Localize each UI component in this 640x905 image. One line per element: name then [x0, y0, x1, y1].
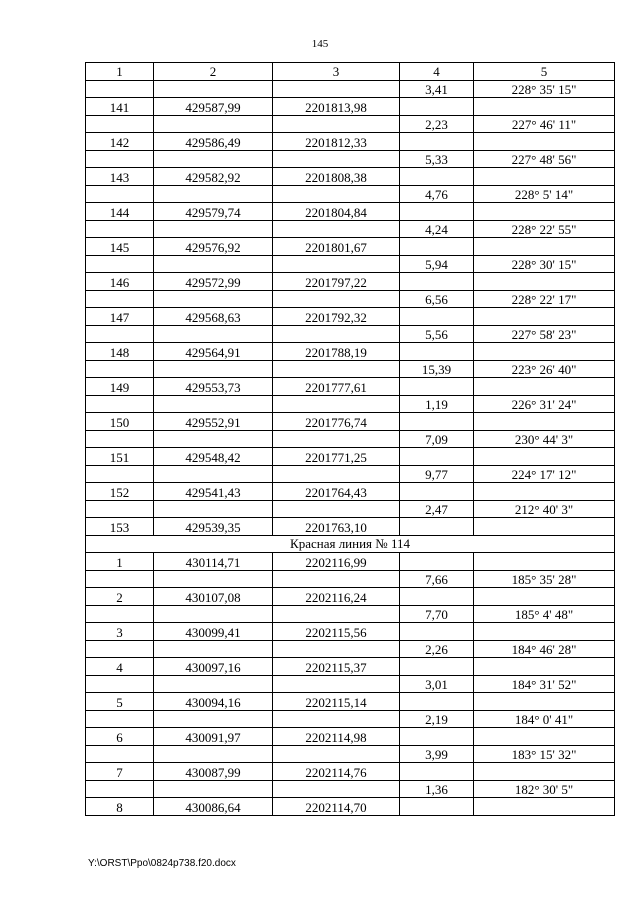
table-cell [474, 518, 615, 536]
table-cell: 2201777,61 [273, 378, 400, 396]
table-cell [86, 255, 154, 273]
table-row [86, 605, 615, 623]
table-cell: 429586,49 [154, 133, 273, 151]
table-row [86, 623, 615, 641]
table-cell: 146 [86, 273, 154, 291]
table-cell: 2201808,38 [273, 168, 400, 186]
table-cell: 184° 31' 52" [474, 675, 615, 693]
table-cell: 230° 44' 3" [474, 430, 615, 448]
table-cell [400, 728, 474, 746]
table-cell: 144 [86, 203, 154, 221]
table-cell: 5,56 [400, 325, 474, 343]
table-cell: 228° 22' 17" [474, 290, 615, 308]
table-cell: 212° 40' 3" [474, 500, 615, 518]
table-cell [400, 623, 474, 641]
table-row [86, 168, 615, 186]
table-row [86, 675, 615, 693]
table-cell [474, 658, 615, 676]
table-row [86, 693, 615, 711]
column-header: 1 [86, 63, 154, 81]
table-cell: 2202116,24 [273, 588, 400, 606]
table-cell [474, 448, 615, 466]
table-cell [400, 273, 474, 291]
table-row [86, 483, 615, 501]
table-cell [273, 360, 400, 378]
table-row [86, 553, 615, 571]
table-cell [474, 623, 615, 641]
table-cell: 429541,43 [154, 483, 273, 501]
table-cell [400, 518, 474, 536]
table-cell [154, 150, 273, 168]
table-cell [273, 395, 400, 413]
table-cell [273, 605, 400, 623]
table-cell [86, 185, 154, 203]
table-cell: 150 [86, 413, 154, 431]
table-cell [86, 395, 154, 413]
table-cell [400, 98, 474, 116]
table-cell [400, 168, 474, 186]
column-header: 3 [273, 63, 400, 81]
table-cell: 153 [86, 518, 154, 536]
table-cell [400, 308, 474, 326]
table-cell [154, 325, 273, 343]
table-cell: 141 [86, 98, 154, 116]
table-cell: 147 [86, 308, 154, 326]
table-cell: 4,76 [400, 185, 474, 203]
table-cell [474, 133, 615, 151]
table-cell [154, 570, 273, 588]
table-cell: 1,19 [400, 395, 474, 413]
table-cell: 430099,41 [154, 623, 273, 641]
table-cell: 6,56 [400, 290, 474, 308]
table-cell [86, 675, 154, 693]
table-cell: 143 [86, 168, 154, 186]
table-row [86, 640, 615, 658]
table-cell: 152 [86, 483, 154, 501]
table-cell: 429568,63 [154, 308, 273, 326]
table-cell [400, 203, 474, 221]
table-cell [474, 413, 615, 431]
table-cell [474, 238, 615, 256]
table-cell [273, 745, 400, 763]
table-cell: 2,47 [400, 500, 474, 518]
table-cell: 184° 46' 28" [474, 640, 615, 658]
table-cell: 185° 35' 28" [474, 570, 615, 588]
table-cell: 2201764,43 [273, 483, 400, 501]
table-cell [154, 675, 273, 693]
table-row [86, 658, 615, 676]
table-cell [154, 185, 273, 203]
table-cell: 430091,97 [154, 728, 273, 746]
table-cell: 429579,74 [154, 203, 273, 221]
table-row [86, 308, 615, 326]
coordinates-table [85, 62, 615, 816]
table-cell [86, 465, 154, 483]
table-cell: 182° 30' 5" [474, 780, 615, 798]
column-header: 5 [474, 63, 615, 81]
table-cell [474, 343, 615, 361]
table-cell: 228° 35' 15" [474, 80, 615, 98]
table-cell: 228° 22' 55" [474, 220, 615, 238]
table-cell [154, 710, 273, 728]
table-cell [400, 693, 474, 711]
table-cell [86, 780, 154, 798]
table-cell: 2201788,19 [273, 343, 400, 361]
table-cell: 5 [86, 693, 154, 711]
table-row [86, 255, 615, 273]
table-cell [400, 658, 474, 676]
table-row [86, 133, 615, 151]
table-cell: 148 [86, 343, 154, 361]
table-cell: 228° 30' 15" [474, 255, 615, 273]
table-cell: 7,09 [400, 430, 474, 448]
table-cell: 2201771,25 [273, 448, 400, 466]
table-cell [400, 588, 474, 606]
table-cell [400, 483, 474, 501]
table-cell [474, 483, 615, 501]
table-cell: 429587,99 [154, 98, 273, 116]
section-title: Красная линия № 114 [86, 535, 615, 553]
table-cell [400, 413, 474, 431]
table-cell: 2202114,70 [273, 798, 400, 816]
table-cell [474, 693, 615, 711]
table-cell: 429576,92 [154, 238, 273, 256]
table-cell: 2201797,22 [273, 273, 400, 291]
table-cell: 2,19 [400, 710, 474, 728]
table-cell [154, 465, 273, 483]
table-cell [86, 430, 154, 448]
table-row [86, 413, 615, 431]
table-cell [273, 80, 400, 98]
table-cell [273, 710, 400, 728]
table-cell [273, 675, 400, 693]
table-cell [273, 255, 400, 273]
table-cell: 430114,71 [154, 553, 273, 571]
table-cell: 430097,16 [154, 658, 273, 676]
table-cell: 7,70 [400, 605, 474, 623]
table-cell [474, 308, 615, 326]
table-cell: 149 [86, 378, 154, 396]
table-cell: 151 [86, 448, 154, 466]
table-cell: 8 [86, 798, 154, 816]
table-cell: 7 [86, 763, 154, 781]
table-cell: 2201801,67 [273, 238, 400, 256]
table-cell: 429548,42 [154, 448, 273, 466]
table-cell: 5,33 [400, 150, 474, 168]
table-cell: 227° 46' 11" [474, 115, 615, 133]
section-row [86, 535, 615, 553]
table-cell: 429553,73 [154, 378, 273, 396]
table-row [86, 378, 615, 396]
table-cell: 2202115,37 [273, 658, 400, 676]
table-cell [154, 220, 273, 238]
table-cell: 226° 31' 24" [474, 395, 615, 413]
table-cell: 227° 48' 56" [474, 150, 615, 168]
table-cell [154, 115, 273, 133]
table-cell: 142 [86, 133, 154, 151]
table-cell: 2201792,32 [273, 308, 400, 326]
table-row [86, 780, 615, 798]
table-row [86, 518, 615, 536]
table-cell [154, 255, 273, 273]
table-cell [400, 133, 474, 151]
table-cell [86, 640, 154, 658]
table-cell: 185° 4' 48" [474, 605, 615, 623]
table-cell [273, 640, 400, 658]
table-cell: 2202115,56 [273, 623, 400, 641]
table-cell [273, 290, 400, 308]
table-cell [474, 553, 615, 571]
table-row [86, 798, 615, 816]
table-cell [154, 80, 273, 98]
column-header: 4 [400, 63, 474, 81]
table-cell: 1,36 [400, 780, 474, 798]
table-cell [154, 395, 273, 413]
table-cell [86, 710, 154, 728]
table-row [86, 763, 615, 781]
table-cell: 429582,92 [154, 168, 273, 186]
table-cell: 2201813,98 [273, 98, 400, 116]
table-row [86, 150, 615, 168]
table-cell [400, 238, 474, 256]
table-row [86, 465, 615, 483]
table-cell: 3,01 [400, 675, 474, 693]
table-cell [86, 115, 154, 133]
table-cell [86, 500, 154, 518]
table-cell [273, 570, 400, 588]
table-row [86, 238, 615, 256]
table-cell [154, 780, 273, 798]
table-cell [154, 360, 273, 378]
table-cell: 224° 17' 12" [474, 465, 615, 483]
table-cell [86, 570, 154, 588]
table-row [86, 185, 615, 203]
table-cell: 6 [86, 728, 154, 746]
table-cell [474, 728, 615, 746]
table-cell: 3 [86, 623, 154, 641]
table-header-row [86, 63, 615, 81]
table-cell: 2,26 [400, 640, 474, 658]
table-cell: 2202116,99 [273, 553, 400, 571]
table-cell [86, 290, 154, 308]
table-cell [86, 605, 154, 623]
table-cell: 430107,08 [154, 588, 273, 606]
table-cell [86, 220, 154, 238]
table-cell: 183° 15' 32" [474, 745, 615, 763]
table-cell: 429572,99 [154, 273, 273, 291]
table-cell [474, 98, 615, 116]
table-cell [86, 325, 154, 343]
table-row [86, 570, 615, 588]
table-cell [474, 798, 615, 816]
table-cell [154, 290, 273, 308]
table-cell: 430086,64 [154, 798, 273, 816]
table-cell [273, 780, 400, 798]
column-header: 2 [154, 63, 273, 81]
table-cell [400, 448, 474, 466]
table-cell [273, 465, 400, 483]
table-cell: 2202114,98 [273, 728, 400, 746]
table-cell: 430087,99 [154, 763, 273, 781]
table-cell [400, 343, 474, 361]
table-row [86, 98, 615, 116]
table-row [86, 395, 615, 413]
table-cell [474, 763, 615, 781]
table-row [86, 325, 615, 343]
table-row [86, 448, 615, 466]
table-cell [86, 745, 154, 763]
table-cell [273, 115, 400, 133]
table-row [86, 220, 615, 238]
table-cell [474, 168, 615, 186]
table-cell: 3,41 [400, 80, 474, 98]
table-row [86, 290, 615, 308]
table-cell: 430094,16 [154, 693, 273, 711]
table-body [86, 63, 615, 816]
table-cell: 227° 58' 23" [474, 325, 615, 343]
table-cell: 4,24 [400, 220, 474, 238]
table-row [86, 745, 615, 763]
table-cell: 2 [86, 588, 154, 606]
table-row [86, 500, 615, 518]
table-cell [273, 185, 400, 203]
table-cell [400, 378, 474, 396]
table-cell [400, 763, 474, 781]
table-cell: 429552,91 [154, 413, 273, 431]
table-cell: 145 [86, 238, 154, 256]
table-cell [86, 150, 154, 168]
page-number: 145 [311, 38, 329, 50]
table-cell [273, 500, 400, 518]
table-cell: 1 [86, 553, 154, 571]
table-cell: 7,66 [400, 570, 474, 588]
table-row [86, 360, 615, 378]
table-cell [273, 430, 400, 448]
table-cell [474, 203, 615, 221]
table-cell [154, 640, 273, 658]
table-row [86, 203, 615, 221]
table-cell: 2201763,10 [273, 518, 400, 536]
table-cell [154, 500, 273, 518]
table-cell [273, 150, 400, 168]
table-row [86, 588, 615, 606]
table-row [86, 273, 615, 291]
table-cell [86, 360, 154, 378]
table-cell: 9,77 [400, 465, 474, 483]
table-cell [273, 325, 400, 343]
table-cell: 4 [86, 658, 154, 676]
table-cell: 3,99 [400, 745, 474, 763]
table-row [86, 343, 615, 361]
table-row [86, 115, 615, 133]
table-cell: 15,39 [400, 360, 474, 378]
table-row [86, 430, 615, 448]
table-cell: 429539,35 [154, 518, 273, 536]
table-cell [474, 273, 615, 291]
table-cell [86, 80, 154, 98]
table-cell: 2,23 [400, 115, 474, 133]
table-cell: 2201776,74 [273, 413, 400, 431]
table-cell: 5,94 [400, 255, 474, 273]
table-cell [154, 605, 273, 623]
table-cell: 223° 26' 40" [474, 360, 615, 378]
table-row [86, 80, 615, 98]
table-row [86, 728, 615, 746]
table-cell: 228° 5' 14" [474, 185, 615, 203]
table-cell: 2201812,33 [273, 133, 400, 151]
table-cell [474, 378, 615, 396]
table-cell [400, 553, 474, 571]
table-row [86, 710, 615, 728]
table-cell [273, 220, 400, 238]
table-cell: 2202115,14 [273, 693, 400, 711]
footer-file-path: Y:\ORST\Ppo\0824p738.f20.docx [88, 858, 236, 869]
table-cell [154, 745, 273, 763]
table-cell: 184° 0' 41" [474, 710, 615, 728]
table-cell: 429564,91 [154, 343, 273, 361]
table-cell [400, 798, 474, 816]
table-cell [154, 430, 273, 448]
table-cell: 2202114,76 [273, 763, 400, 781]
table-cell [474, 588, 615, 606]
table-cell: 2201804,84 [273, 203, 400, 221]
